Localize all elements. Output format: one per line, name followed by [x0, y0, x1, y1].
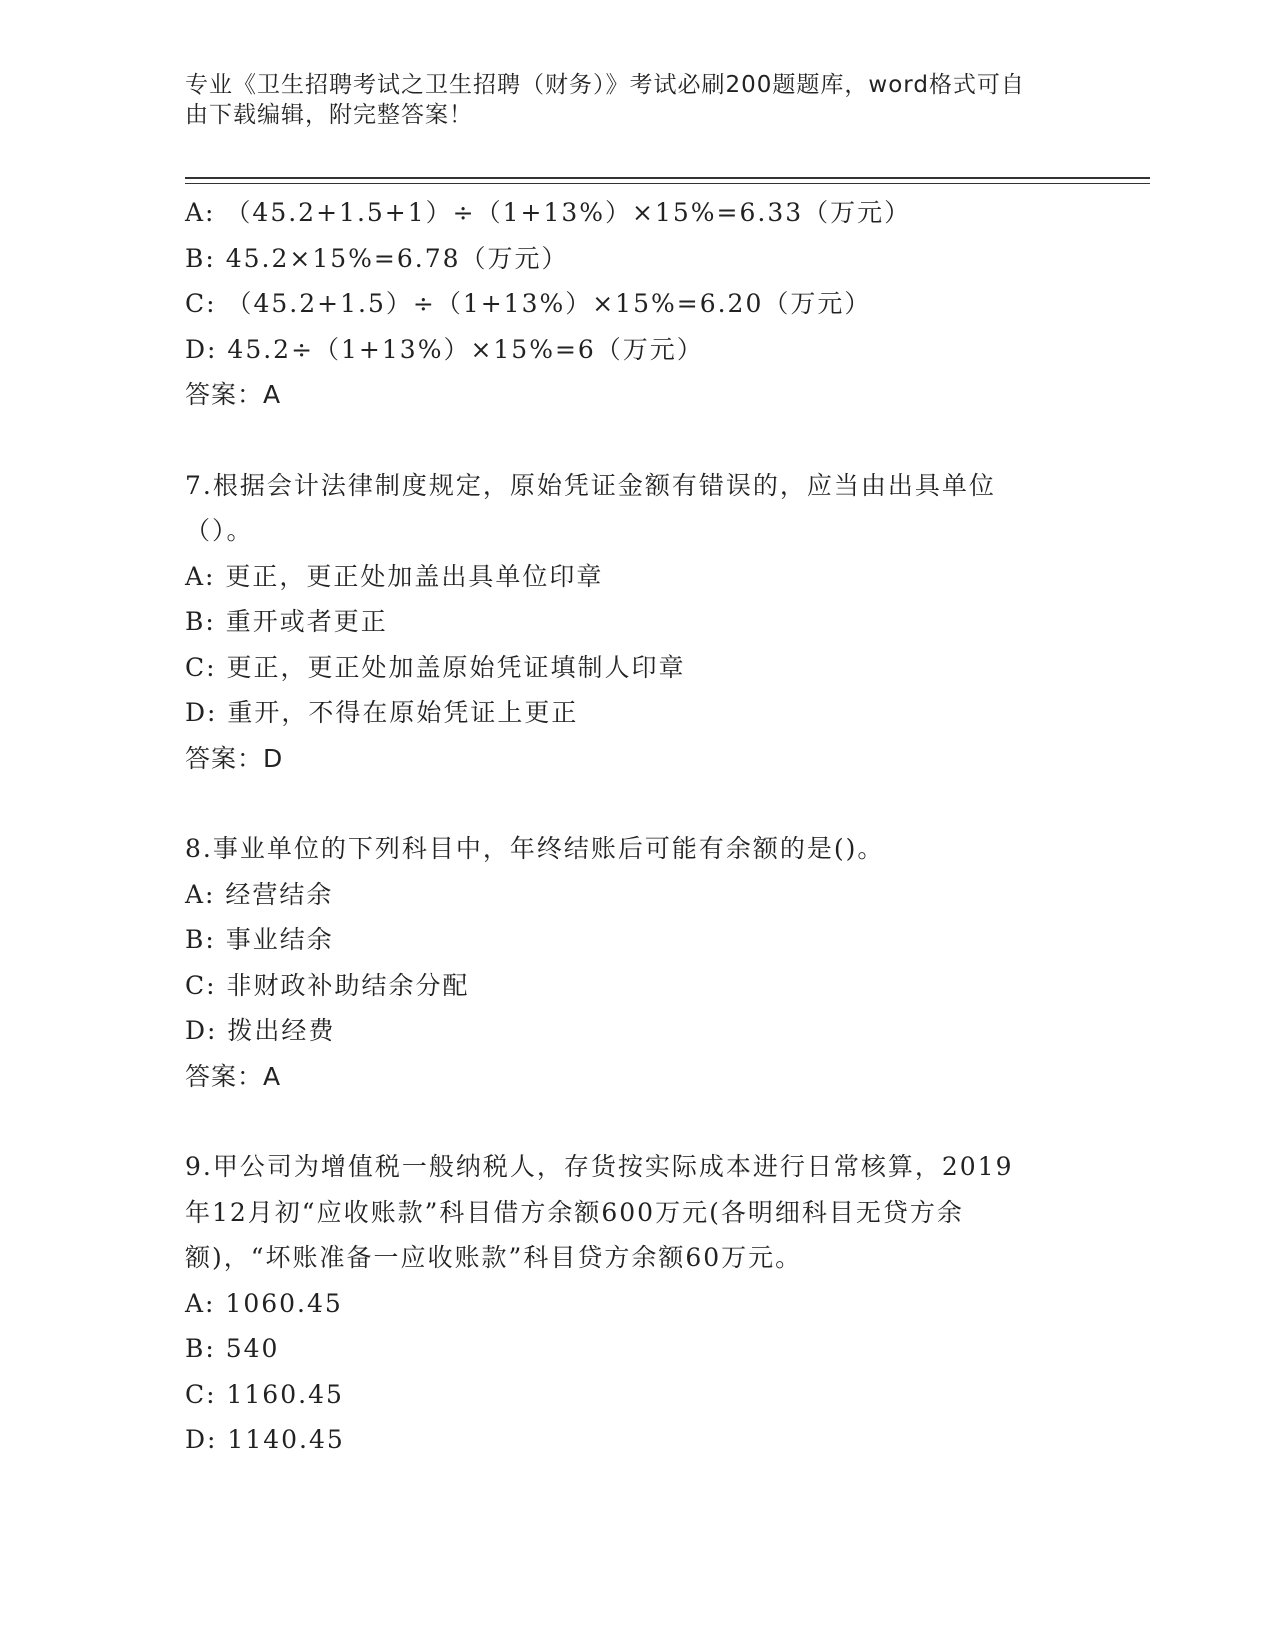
question-7	[185, 463, 1065, 782]
option-b: B: 事业结余	[185, 925, 334, 954]
question-list	[185, 190, 1065, 1463]
option-c: C: 非财政补助结余分配	[185, 970, 470, 1000]
question-text: 7.根据会计法律制度规定，原始凭证金额有错误的，应当由出具单位	[185, 470, 996, 500]
option-c: C: （45.2+1.5）÷（1+13%）×15%=6.20（万元）	[185, 289, 872, 318]
question-text: 额)，“坏账准备一应收账款”科目贷方余额60万元。	[185, 1243, 803, 1272]
question-6	[185, 190, 1065, 418]
answer: 答案：A	[185, 1061, 282, 1091]
option-d: D: 拨出经费	[185, 1016, 336, 1045]
option-d: D: 1140.45	[185, 1425, 345, 1454]
option-a: A: 更正，更正处加盖出具单位印章	[185, 561, 604, 591]
document-header	[185, 70, 1065, 130]
question-8	[185, 826, 1065, 1099]
header-divider-thin	[185, 183, 1150, 184]
header-divider-thick	[185, 177, 1150, 179]
option-b: B: 重开或者更正	[185, 607, 388, 636]
question-text: （）。	[185, 516, 254, 545]
header-line-2: 由下载编辑，附完整答案！	[185, 102, 473, 128]
option-c: C: 更正，更正处加盖原始凭证填制人印章	[185, 652, 686, 682]
option-a: A: 1060.45	[185, 1288, 343, 1318]
spacer	[185, 418, 1065, 463]
option-b: B: 45.2×15%=6.78（万元）	[185, 243, 569, 273]
spacer	[185, 1099, 1065, 1144]
question-text: 9.甲公司为增值税一般纳税人，存货按实际成本进行日常核算，2019	[185, 1152, 1014, 1181]
header-line-1: 专业《卫生招聘考试之卫生招聘（财务）》考试必刷200题题库，word格式可自	[185, 72, 1025, 98]
question-text: 8.事业单位的下列科目中，年终结账后可能有余额的是()。	[185, 834, 885, 863]
option-d: D: 重开，不得在原始凭证上更正	[185, 698, 579, 727]
option-a: A: 经营结余	[185, 879, 334, 909]
answer: 答案：D	[185, 743, 284, 773]
spacer	[185, 781, 1065, 826]
answer: 答案：A	[185, 380, 282, 409]
option-c: C: 1160.45	[185, 1379, 344, 1409]
option-d: D: 45.2÷（1+13%）×15%=6（万元）	[185, 334, 704, 364]
question-9	[185, 1144, 1065, 1463]
option-a: A: （45.2+1.5+1）÷（1+13%）×15%=6.33（万元）	[185, 198, 912, 227]
option-b: B: 540	[185, 1334, 280, 1363]
question-text: 年12月初“应收账款”科目借方余额600万元(各明细科目无贷方余	[185, 1197, 964, 1227]
